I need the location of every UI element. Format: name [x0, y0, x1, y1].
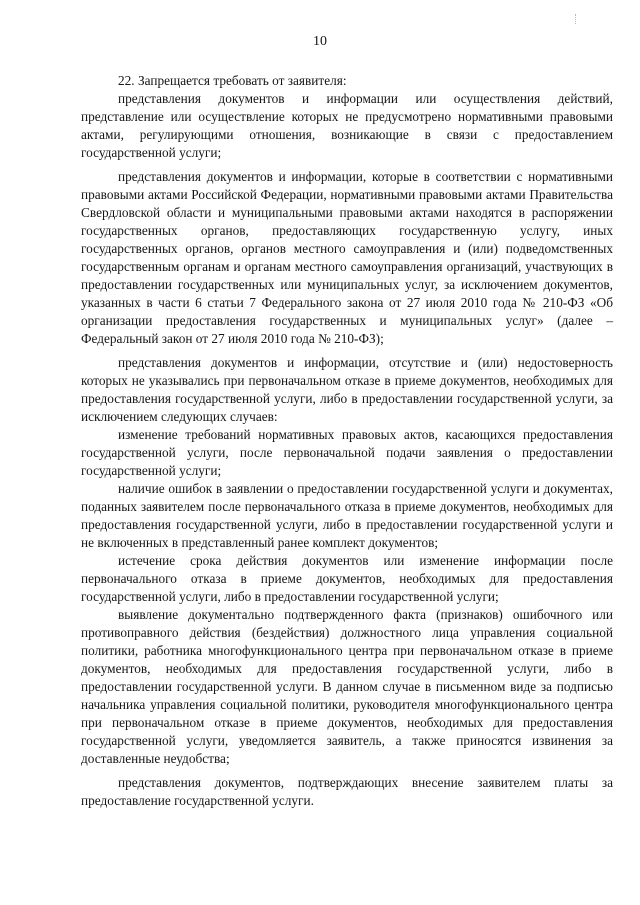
paragraph-documents-held-by-agencies: представления документов и информации, которые в соответствии с нормативными правовыми актами Российской Федерации, нормативными правовыми актами Правительства Свердловской области и муниципальными правовыми актами находятся в распоряжении государственных органов, предоставляющих государственную услугу, иных государственных органов, органов местного самоуправления и (или) подведомственных государственным органам и органам местного самоуправления организаций, участвующих в предоставлении государственных или муниципальных услуг, за исключением документов, указанных в части 6 статьи 7 Федерального закона от 27 июля 2010 года № 210-ФЗ «Об организации предоставления государственных и муниципальных услуг» (далее – Федеральный закон от 27 июля 2010 года № 210-ФЗ); — [81, 169, 613, 346]
paragraph-prohibition-heading: 22. Запрещается требовать от заявителя: — [118, 73, 347, 88]
page-number: 10 — [313, 34, 327, 49]
paragraph-payment-documents: представления документов, подтверждающих внесение заявителем платы за предоставление государственной услуги. — [81, 775, 613, 808]
scan-artifact — [575, 14, 578, 24]
paragraph-change-of-requirements: изменение требований нормативных правовых актов, касающихся предоставления государственной услуги, после первоначальной подачи заявления о предоставлении государственной услуги; — [81, 427, 613, 478]
paragraph-expiry-of-documents: истечение срока действия документов или изменение информации после первоначального отказа в приеме документов, необходимых для предоставления государственной услуги, либо в предоставлении государственной услуги; — [81, 553, 613, 604]
paragraph-errors-in-application: наличие ошибок в заявлении о предоставлении государственной услуги и документах, поданных заявителем после первоначального отказа в приеме документов, необходимых для предоставления государственной услуги, либо в предоставлении государственной услуги и не включенных в представленный ранее комплект документов; — [81, 481, 613, 550]
paragraph-erroneous-action-detected: выявление документально подтвержденного факта (признаков) ошибочного или противоправного действия (бездействия) должностного лица управления социальной политики, работника многофункционального центра при первоначальном отказе в приеме документов, необходимых для предоставления государственной услуги, либо в предоставлении государственной услуги. В данном случае в письменном виде за подписью начальника управления социальной политики, руководителя многофункционального центра при первоначальном отказе в приеме документов, необходимых для предоставления государственной услуги, уведомляется заявитель, а также приносятся извинения за доставленные неудобства; — [81, 607, 613, 766]
paragraph-documents-not-indicated-earlier: представления документов и информации, отсутствие и (или) недостоверность которых не указывались при первоначальном отказе в приеме документов, необходимых для предоставления государственной услуги, либо в предоставлении государственной услуги, за исключением следующих случаев: — [81, 355, 613, 424]
paragraph-documents-not-required-by-law: представления документов и информации или осуществления действий, представление или осуществление которых не предусмотрено нормативными правовыми актами, регулирующими отношения, возникающие в связи с предоставлением государственной услуги; — [81, 91, 613, 160]
document-body — [81, 72, 613, 810]
